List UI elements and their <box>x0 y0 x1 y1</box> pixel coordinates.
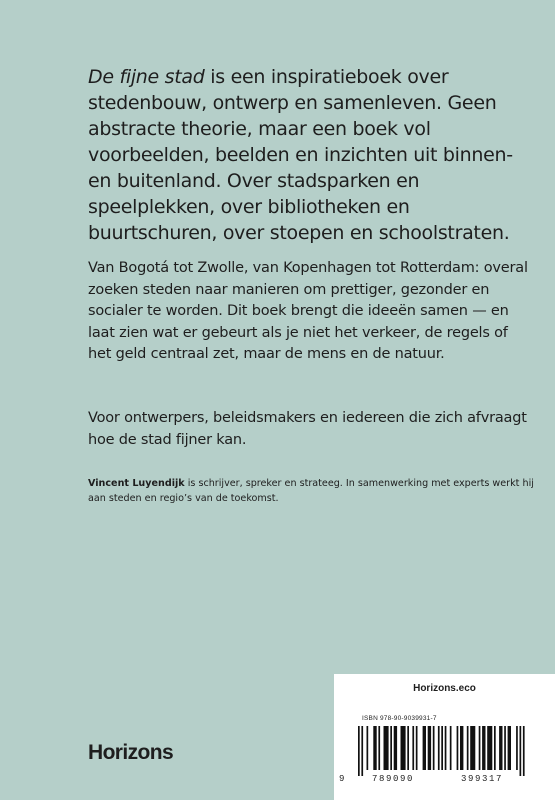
barcode-bar <box>445 726 447 770</box>
barcode-digits <box>334 774 555 788</box>
barcode-panel <box>334 674 555 800</box>
barcode-bar <box>416 726 418 770</box>
barcode-bar <box>367 726 369 770</box>
barcode-bar <box>407 726 409 770</box>
barcode-bar <box>460 726 463 770</box>
description-paragraph: Van Bogotá tot Zwolle, van Kopenhagen tot Rotterdam: overal zoeken steden naar manieren om prettiger, gezonder en socialer te worden. Dit boek brengt die ideeën samen — en laat zien wat er gebeurt als je niet het verkeer, de regels of het geld centraal zet, maar de mens en de natuur. <box>88 260 528 362</box>
barcode-digits-left: 789090 <box>372 774 415 784</box>
author-bio-text: is schrijver, spreker en strateeg. In samenwerking met experts werkt hij aan steden en regio’s van de toekomst. <box>88 478 534 504</box>
barcode-bar <box>504 726 506 770</box>
audience-paragraph: Voor ontwerpers, beleidsmakers en iedereen die zich afvraagt hoe de stad fijner kan. <box>88 410 527 448</box>
barcode-bar <box>428 726 431 770</box>
author-bio <box>88 476 538 506</box>
barcode-bar <box>423 726 426 770</box>
publisher-logo: Horizons <box>88 741 174 764</box>
book-title: De fijne stad <box>88 66 205 88</box>
barcode-bar <box>494 726 496 770</box>
barcode-bar <box>361 726 363 776</box>
isbn-label: ISBN 978-90-9039931-7 <box>362 715 437 722</box>
barcode-bar <box>487 726 492 770</box>
barcode-bar <box>390 726 392 770</box>
barcode-bar <box>520 726 522 776</box>
barcode-bar <box>499 726 502 770</box>
barcode-bar <box>508 726 511 770</box>
barcode-bar <box>457 726 459 770</box>
barcode-bar <box>479 726 481 770</box>
barcode-bar <box>401 726 406 770</box>
barcode-bar <box>373 726 376 770</box>
barcode-bar <box>523 726 525 776</box>
barcode-bar <box>433 726 435 770</box>
intro-paragraph <box>88 64 528 246</box>
author-name: Vincent Luyendijk <box>88 478 185 489</box>
barcode-bar <box>378 726 380 770</box>
barcode-bar <box>482 726 485 770</box>
barcode-bar <box>450 726 452 770</box>
barcode-bar <box>394 726 397 770</box>
barcode-bars <box>344 726 544 778</box>
barcode-digits-right: 399317 <box>461 774 504 784</box>
publisher-website: Horizons.eco <box>413 683 476 694</box>
intro-text: is een inspiratieboek over stedenbouw, ontwerp en samenleven. Geen abstracte theorie, maar een boek vol voorbeelden, beelden en inzichten uit binnen- en buitenland. Over stadsparken en speelplekken, over bibliotheken en buurtschuren, over stoepen en schoolstraten. <box>88 66 513 244</box>
barcode-bar <box>470 726 475 770</box>
barcode-bar <box>516 726 518 770</box>
barcode-digit-first: 9 <box>339 774 347 784</box>
barcode-bar <box>384 726 389 770</box>
barcode-bar <box>467 726 469 770</box>
barcode-bar <box>441 726 443 770</box>
barcode-bar <box>438 726 440 770</box>
barcode-bar <box>412 726 414 770</box>
barcode-bar <box>358 726 360 776</box>
